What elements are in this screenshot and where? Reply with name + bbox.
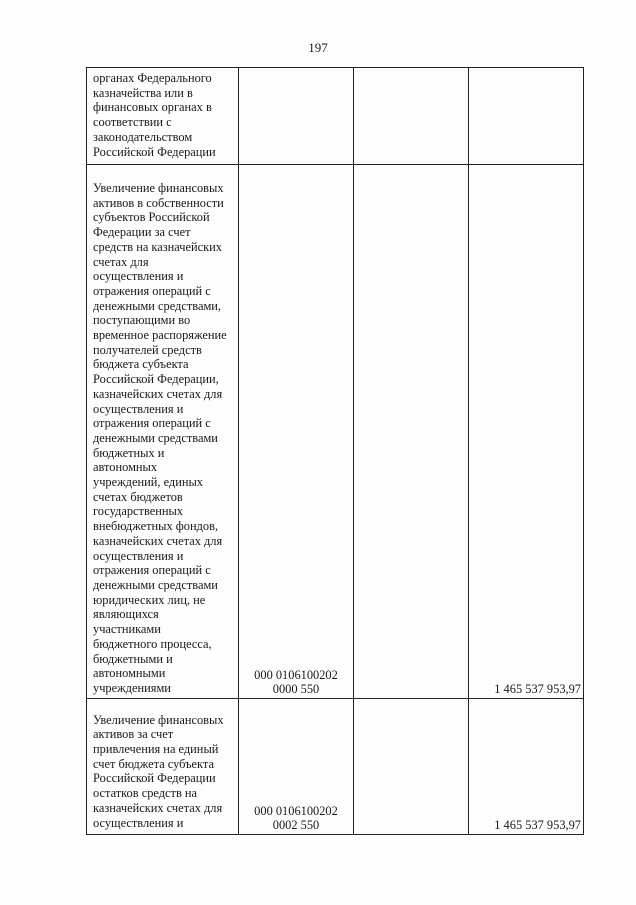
empty-cell <box>354 698 469 834</box>
description-line: казначейских счетах для <box>93 533 223 548</box>
description-line: денежными средствами, <box>93 298 222 313</box>
table-row <box>87 68 584 165</box>
description-line: счет бюджета субъекта <box>93 756 214 771</box>
description-line: отражения операций с <box>93 563 211 578</box>
description-line: остатков средств на <box>93 786 198 801</box>
description-line: осуществления и <box>93 815 184 830</box>
budget-code-line: 0000 550 <box>272 682 320 697</box>
description-line: осуществления и <box>93 548 184 563</box>
budget-code <box>239 804 353 833</box>
description-line: учреждений, единых <box>93 475 203 490</box>
description-line: бюджетными и <box>93 651 173 666</box>
description-line: финансовых органах в <box>93 100 212 115</box>
description-line: временное распоряжение <box>93 328 227 343</box>
code-cell <box>239 698 354 834</box>
amount-cell <box>469 68 584 165</box>
description-line: Увеличение финансовых <box>93 181 224 195</box>
description-line: бюджетного процесса, <box>93 636 212 651</box>
description-line: отражения операций с <box>93 416 211 431</box>
description-line: денежными средствами <box>93 577 218 592</box>
code-cell <box>239 68 354 165</box>
description-cell <box>87 68 239 165</box>
description-line: Российской Федерации <box>93 771 216 786</box>
description-line: Российской Федерации <box>93 144 216 159</box>
description-line: получателей средств <box>93 342 202 357</box>
description-line: отражения операций с <box>93 283 211 298</box>
description-line: казначейских счетах для <box>93 800 223 815</box>
description-line: учреждениями <box>93 680 171 695</box>
description-line: Российской Федерации, <box>93 372 219 387</box>
description-line: счетах для <box>93 254 149 269</box>
description-line: денежными средствами <box>93 430 218 445</box>
budget-code-line: 000 0106100202 <box>254 667 338 682</box>
description-line: казначейства или в <box>93 85 193 100</box>
description-line: бюджета субъекта <box>93 357 189 372</box>
description-line: счетах бюджетов <box>93 489 183 504</box>
description-line: автономных <box>93 460 158 475</box>
description-line: являющихся <box>93 607 159 622</box>
description-line: субъектов Российской <box>93 210 210 225</box>
description-line: соответствии с <box>93 115 172 130</box>
description-line: автономными <box>93 666 166 681</box>
budget-code-line: 0002 550 <box>272 818 320 833</box>
description-line: законодательством <box>93 129 193 144</box>
description-line: органах Федерального <box>93 71 212 85</box>
empty-cell <box>354 165 469 699</box>
budget-code <box>239 668 353 697</box>
table-row <box>87 165 584 699</box>
description-line: юридических лиц, не <box>93 592 206 607</box>
description-cell <box>87 165 239 699</box>
budget-table <box>86 67 584 835</box>
description-line: Федерации за счет <box>93 225 191 240</box>
page-number: 197 <box>308 40 328 55</box>
code-cell <box>239 165 354 699</box>
table-row <box>87 698 584 834</box>
description-line: средств на казначейских <box>93 239 222 254</box>
description-line: внебюджетных фондов, <box>93 519 219 534</box>
description-line: активов за счет <box>93 727 174 742</box>
description-line: государственных <box>93 504 184 519</box>
description-line: привлечения на единый <box>93 742 219 757</box>
description-line: активов в собственности <box>93 195 224 210</box>
budget-code-line: 000 0106100202 <box>254 803 338 818</box>
description-line: поступающими во <box>93 313 191 328</box>
description-line: осуществления и <box>93 269 184 284</box>
amount-cell <box>469 698 584 834</box>
description-cell <box>87 698 239 834</box>
empty-cell <box>354 68 469 165</box>
description-line: Увеличение финансовых <box>93 712 224 727</box>
table-body <box>87 68 584 835</box>
description-line: осуществления и <box>93 401 184 416</box>
description-line: казначейских счетах для <box>93 386 223 401</box>
description-line: участниками <box>93 622 161 637</box>
amount-cell <box>469 165 584 699</box>
amount-value: 1 465 537 953,97 <box>494 681 581 696</box>
amount-value: 1 465 537 953,97 <box>494 817 581 832</box>
description-line: бюджетных и <box>93 445 165 460</box>
